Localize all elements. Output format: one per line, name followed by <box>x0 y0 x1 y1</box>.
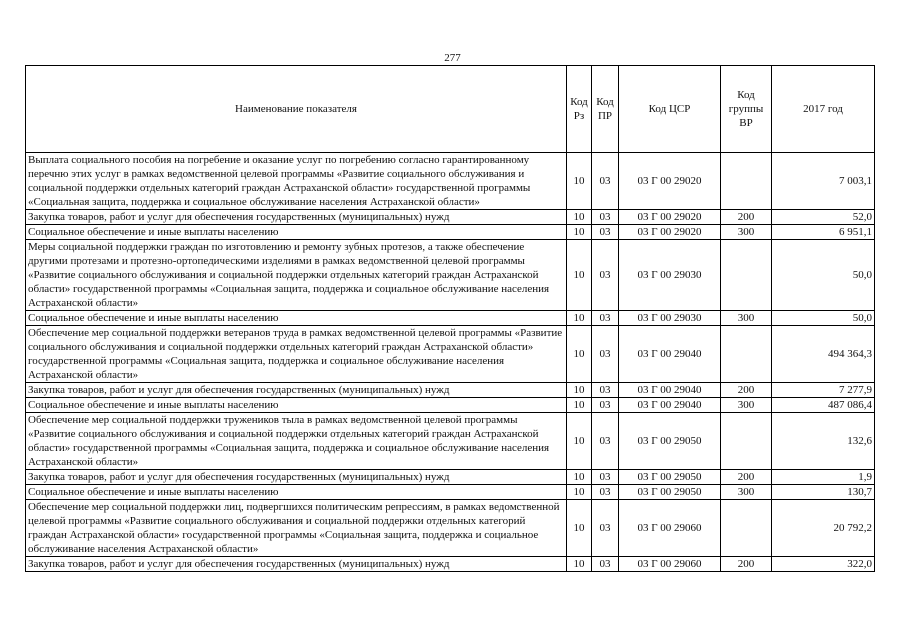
row-pr: 03 <box>592 210 619 225</box>
table-row <box>26 225 875 240</box>
row-vr: 300 <box>721 225 772 240</box>
table-row <box>26 383 875 398</box>
row-pr: 03 <box>592 225 619 240</box>
header-pr: Код ПР <box>592 66 619 153</box>
row-pr: 03 <box>592 326 619 383</box>
row-vr <box>721 326 772 383</box>
header-csr: Код ЦСР <box>619 66 721 153</box>
row-rz: 10 <box>567 326 592 383</box>
row-csr: 03 Г 00 29060 <box>619 557 721 572</box>
row-csr: 03 Г 00 29060 <box>619 500 721 557</box>
table-row <box>26 413 875 470</box>
row-csr: 03 Г 00 29050 <box>619 413 721 470</box>
row-amount: 487 086,4 <box>772 398 875 413</box>
table-row <box>26 398 875 413</box>
row-name: Обеспечение мер социальной поддержки лиц, подвергшихся политическим репрессиям, в рамках ведомственной целевой программы «Развитие социального обслуживания и социальной поддержки отдельных категорий граждан Астраханской области» государственной программы «Социальная защита, поддержка и социальное обслуживание населения Астраханской области» <box>26 500 567 557</box>
row-vr: 200 <box>721 557 772 572</box>
row-amount: 132,6 <box>772 413 875 470</box>
row-pr: 03 <box>592 557 619 572</box>
row-vr <box>721 413 772 470</box>
row-amount: 50,0 <box>772 240 875 311</box>
row-name: Меры социальной поддержки граждан по изготовлению и ремонту зубных протезов, а также обеспечение другими протезами и протезно-ортопедическими изделиями в рамках ведомственной целевой программы «Развитие социального обслуживания и социальной поддержки отдельных категорий граждан Астраханской области» государственной программы «Социальная защита, поддержка и социальное обслуживание населения Астраханской области» <box>26 240 567 311</box>
row-rz: 10 <box>567 413 592 470</box>
row-vr: 200 <box>721 470 772 485</box>
row-name: Закупка товаров, работ и услуг для обеспечения государственных (муниципальных) нужд <box>26 210 567 225</box>
row-vr: 200 <box>721 383 772 398</box>
row-rz: 10 <box>567 557 592 572</box>
row-csr: 03 Г 00 29030 <box>619 240 721 311</box>
row-name: Обеспечение мер социальной поддержки тружеников тыла в рамках ведомственной целевой программы «Развитие социального обслуживания и социальной поддержки отдельных категорий граждан Астраханской области» государственной программы «Социальная защита, поддержка и социальное обслуживание населения Астраханской области» <box>26 413 567 470</box>
header-vr: Код группы ВР <box>721 66 772 153</box>
row-vr <box>721 153 772 210</box>
row-vr: 200 <box>721 210 772 225</box>
table-row <box>26 153 875 210</box>
row-rz: 10 <box>567 225 592 240</box>
row-csr: 03 Г 00 29050 <box>619 470 721 485</box>
row-rz: 10 <box>567 240 592 311</box>
page-number: 277 <box>444 52 461 64</box>
row-pr: 03 <box>592 413 619 470</box>
row-amount: 494 364,3 <box>772 326 875 383</box>
table-row <box>26 240 875 311</box>
row-pr: 03 <box>592 485 619 500</box>
table-body <box>26 153 875 572</box>
row-amount: 1,9 <box>772 470 875 485</box>
row-amount: 6 951,1 <box>772 225 875 240</box>
row-vr <box>721 500 772 557</box>
row-name: Выплата социального пособия на погребение и оказание услуг по погребению согласно гарантированному перечню этих услуг в рамках ведомственной целевой программы «Развитие социального обслуживания и социальной поддержки отдельных категорий граждан Астраханской области» государственной программы «Социальная защита, поддержка и социальное обслуживание населения Астраханской области» <box>26 153 567 210</box>
row-name: Закупка товаров, работ и услуг для обеспечения государственных (муниципальных) нужд <box>26 557 567 572</box>
row-vr: 300 <box>721 485 772 500</box>
row-rz: 10 <box>567 311 592 326</box>
row-amount: 20 792,2 <box>772 500 875 557</box>
row-rz: 10 <box>567 500 592 557</box>
header-year: 2017 год <box>772 66 875 153</box>
row-pr: 03 <box>592 153 619 210</box>
row-amount: 7 277,9 <box>772 383 875 398</box>
row-csr: 03 Г 00 29040 <box>619 326 721 383</box>
row-csr: 03 Г 00 29040 <box>619 383 721 398</box>
row-amount: 52,0 <box>772 210 875 225</box>
row-csr: 03 Г 00 29020 <box>619 225 721 240</box>
table-row <box>26 470 875 485</box>
row-rz: 10 <box>567 153 592 210</box>
row-rz: 10 <box>567 470 592 485</box>
row-rz: 10 <box>567 485 592 500</box>
row-pr: 03 <box>592 470 619 485</box>
row-csr: 03 Г 00 29040 <box>619 398 721 413</box>
row-rz: 10 <box>567 210 592 225</box>
row-rz: 10 <box>567 383 592 398</box>
row-pr: 03 <box>592 240 619 311</box>
row-csr: 03 Г 00 29050 <box>619 485 721 500</box>
row-csr: 03 Г 00 29020 <box>619 153 721 210</box>
row-amount: 50,0 <box>772 311 875 326</box>
table-row <box>26 557 875 572</box>
row-name: Закупка товаров, работ и услуг для обеспечения государственных (муниципальных) нужд <box>26 383 567 398</box>
row-amount: 130,7 <box>772 485 875 500</box>
table-row <box>26 485 875 500</box>
row-name: Социальное обеспечение и иные выплаты населению <box>26 225 567 240</box>
row-pr: 03 <box>592 383 619 398</box>
budget-table <box>25 65 875 572</box>
row-csr: 03 Г 00 29030 <box>619 311 721 326</box>
row-name: Обеспечение мер социальной поддержки ветеранов труда в рамках ведомственной целевой программы «Развитие социального обслуживания и социальной поддержки отдельных категорий граждан Астраханской области» государственной программы «Социальная защита, поддержка и социальное обслуживание населения Астраханской области» <box>26 326 567 383</box>
row-vr: 300 <box>721 311 772 326</box>
row-pr: 03 <box>592 398 619 413</box>
row-rz: 10 <box>567 398 592 413</box>
header-rz: Код Рз <box>567 66 592 153</box>
row-pr: 03 <box>592 500 619 557</box>
row-vr <box>721 240 772 311</box>
row-name: Социальное обеспечение и иные выплаты населению <box>26 311 567 326</box>
table-header-row <box>26 66 875 153</box>
row-csr: 03 Г 00 29020 <box>619 210 721 225</box>
row-amount: 7 003,1 <box>772 153 875 210</box>
row-name: Социальное обеспечение и иные выплаты населению <box>26 398 567 413</box>
table-row <box>26 326 875 383</box>
row-vr: 300 <box>721 398 772 413</box>
row-pr: 03 <box>592 311 619 326</box>
row-amount: 322,0 <box>772 557 875 572</box>
row-name: Социальное обеспечение и иные выплаты населению <box>26 485 567 500</box>
header-name: Наименование показателя <box>26 66 567 153</box>
table-row <box>26 311 875 326</box>
table-row <box>26 210 875 225</box>
table-row <box>26 500 875 557</box>
row-name: Закупка товаров, работ и услуг для обеспечения государственных (муниципальных) нужд <box>26 470 567 485</box>
